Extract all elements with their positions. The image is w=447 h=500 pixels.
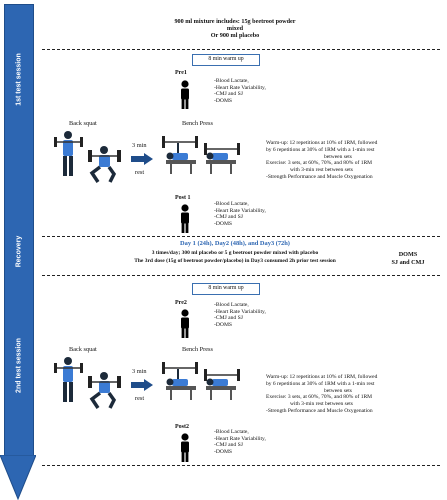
protocol-line: between sets xyxy=(324,153,352,160)
separator xyxy=(42,275,440,276)
rest-time-1: 3 min xyxy=(132,142,147,149)
protocol-line: Warm-up: 12 repetitions at 10% of 1RM, followed xyxy=(266,374,378,380)
post2-measures xyxy=(214,429,266,455)
rest-label-1: rest xyxy=(135,169,145,176)
bench-press-illustration xyxy=(162,362,242,402)
bench-press-illustration xyxy=(162,136,242,176)
measure-item: -DOMS xyxy=(214,321,233,328)
recovery-doms: DOMS xyxy=(398,251,418,258)
measure-item: -Heart Rate Variability, xyxy=(214,84,266,91)
person-icon xyxy=(178,204,192,234)
bench-press-label-2: Bench Press xyxy=(182,346,213,353)
measure-item: -DOMS xyxy=(214,448,233,455)
person-icon xyxy=(178,80,192,110)
separator xyxy=(42,49,440,50)
arrow-right-icon xyxy=(131,379,153,391)
recovery-label: Recovery xyxy=(15,235,23,268)
recovery-sj-cmj: SJ and CMJ xyxy=(391,259,425,266)
measure-item: -Blood Lactate, xyxy=(214,201,249,207)
measure-item: -CMJ and SJ xyxy=(214,442,243,449)
header-line-3: Or 900 ml placebo xyxy=(210,32,260,40)
bench-press-label-1: Bench Press xyxy=(182,120,213,127)
measure-item: -Blood Lactate, xyxy=(214,429,249,435)
pre2-measures xyxy=(214,302,266,328)
separator xyxy=(42,465,440,466)
protocol-1 xyxy=(266,140,377,181)
mixture-header xyxy=(130,18,340,40)
protocol-line: with 3-min rest between sets xyxy=(290,401,353,408)
warmup-box-2: 8 min warm up xyxy=(192,283,260,295)
measure-item: -Heart Rate Variability, xyxy=(214,308,266,315)
protocol-line: Exercise: 3 sets, at 60%, 70%, and 80% of 1RM xyxy=(266,394,373,401)
header-line-1: 900 ml mixture includes: 15g beetroot powder xyxy=(174,18,296,25)
recovery-days: Day 1 (24h), Day2 (48h), and Day3 (72h) xyxy=(180,240,290,247)
measure-item: -CMJ and SJ xyxy=(214,91,243,98)
pre2-label: Pre2 xyxy=(175,300,187,306)
protocol-line: -Strength Performance and Muscle Oxygenation xyxy=(266,407,373,414)
recovery-dosing: 3 times/day; 300 ml placebo or 5 g beetroot powder mixed with placebo xyxy=(151,250,319,256)
measure-item: -CMJ and SJ xyxy=(214,214,243,221)
person-icon xyxy=(178,309,192,339)
measure-item: -CMJ and SJ xyxy=(214,315,243,322)
session1-label: 1st test session xyxy=(15,53,23,106)
measure-item: -Blood Lactate, xyxy=(214,302,249,308)
post1-label: Post 1 xyxy=(175,195,191,201)
recovery-final-dose: The 3rd dose (15g of beetroot powder/placebo) in Day3 consumed 2h prior test session xyxy=(134,258,336,264)
rest-time-2: 3 min xyxy=(132,368,147,375)
back-squat-illustration xyxy=(54,356,134,410)
protocol-line: between sets xyxy=(324,387,352,394)
rest-label-2: rest xyxy=(135,395,145,402)
timeline-arrow-icon xyxy=(0,455,36,500)
header-line-2: mixed xyxy=(226,25,244,33)
protocol-line: by 6 repetitions at 30% of 1RM with a 1-min rest xyxy=(266,380,375,387)
measure-item: -Heart Rate Variability, xyxy=(214,207,266,214)
post1-measures xyxy=(214,201,266,227)
separator xyxy=(42,236,440,237)
protocol-line: by 6 repetitions at 30% of 1RM with a 1-min rest xyxy=(266,146,375,153)
back-squat-label-2: Back squat xyxy=(69,346,97,353)
protocol-line: with 3-min rest between sets xyxy=(290,167,353,174)
person-icon xyxy=(178,433,192,463)
protocol-line: -Strength Performance and Muscle Oxygenation xyxy=(266,173,373,180)
pre1-measures xyxy=(214,78,266,104)
measure-item: -Heart Rate Variability, xyxy=(214,435,266,442)
back-squat-illustration xyxy=(54,130,134,184)
post2-label: Post2 xyxy=(175,424,189,430)
measure-item: -DOMS xyxy=(214,97,233,104)
measure-item: -Blood Lactate, xyxy=(214,78,249,84)
protocol-2 xyxy=(266,374,377,415)
pre1-label: Pre1 xyxy=(175,70,187,76)
measure-item: -DOMS xyxy=(214,220,233,227)
warmup-box-1: 8 min warm up xyxy=(192,54,260,66)
arrow-right-icon xyxy=(131,153,153,165)
protocol-line: Exercise: 3 sets, at 60%, 70%, and 80% of 1RM xyxy=(266,160,373,167)
back-squat-label-1: Back squat xyxy=(69,120,97,127)
session2-label: 2nd test session xyxy=(15,338,23,393)
protocol-line: Warm-up: 12 repetitions at 10% of 1RM, followed xyxy=(266,140,378,146)
